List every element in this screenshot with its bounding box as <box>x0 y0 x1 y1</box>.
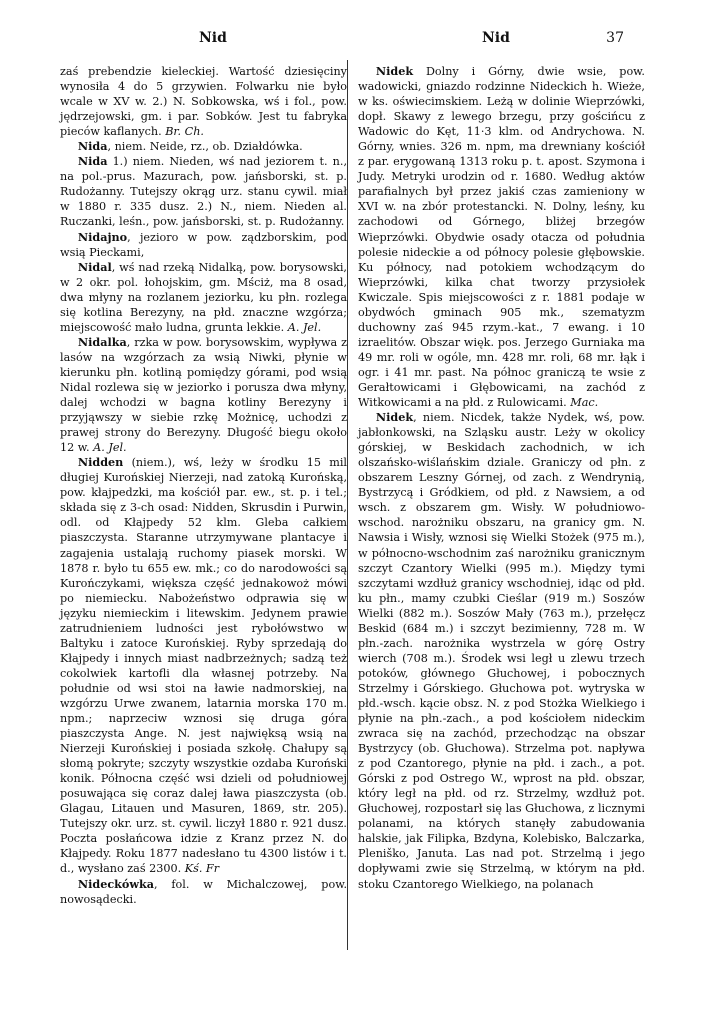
entry-text: , fol. w Michalczowej, pow. nowosądecki. <box>60 877 347 906</box>
entry-lemma: Nidajno <box>77 229 128 244</box>
entry-text: (niem.), wś, leży w środku 15 mil długiej Kurońskiej Nierzeji, nad zatoką Kurońską, pow. kłajpedzki, ma kościół par. ew., st. p. i tel.; składa się z 3-ch osad: Nidden, Skrusdin i Purwin, odl. od Kłajpedy 52 klm. Gleba całkiem piaszczysta. Staranne utrzymywane plantacye i zagajenia ustalają ruchomy piasek morski. W 1878 r. było tu 655 ew. mk.; co do narodowości są Kurończykami, większa część jednakowoż mówi po niemiecku. Nabożeństwo odprawia się w języku niemieckim i litewskim. Jedynem prawie zatrudnieniem ludności jest rybołówstwo w Baltyku i zatoce Kurońskiej. Ryby sprzedają do Kłajpedy i innych miast nadbrzeżnych; sadzą też cokolwiek kartofli dla własnej potrzeby. Na południe od wsi stoi na ławie nadmorskiej, na wzgórzu Urwe zwanem, latarnia morska 170 m. npm.; naprzeciw wznosi się druga góra piaszczysta Ange. N. jest najwięksą wsią na Nierzeji Kurońskiej i posiada szkołę. Chałupy są słomą pokryte; szczyty wszystkie ozdaba Kuroński konik. Północna część wsi dzieli od południowej posuwająca się coraz dalej ława piaszczysta (ob. Glagau, Litauen und Masuren, 1869, str. 205). Tutejszy okr. urz. st. cywil. liczył 1880 r. 921 dusz. Poczta posłańcowa idzie z Kranz przez N. do Kłajpedy. Roku 1877 nadesłano tu 4300 listów i t. d., wysłano zaś 2300. <box>60 456 347 876</box>
running-head-right: Nid <box>482 30 510 46</box>
author-signature: Mac. <box>570 396 599 410</box>
entry <box>60 64 347 139</box>
column-divider <box>347 60 348 950</box>
entry-lemma: Nideckówka <box>77 876 154 891</box>
right-column <box>358 64 645 892</box>
author-signature: Kś. Fr <box>184 862 220 876</box>
entry <box>60 335 347 455</box>
entry-text: , wś nad rzeką Nidalką, pow. borysowski, w 2 okr. pol. łohojskim, gm. Mściż, ma 8 osad, dwa młyny na rozlanem jeziorku, ku płn. rozlega się kotlina Berezyny, na płd. znaczne wzgórza; miejscowość mało ludna, grunta lekkie. <box>60 260 347 334</box>
author-signature: Br. Ch. <box>165 125 204 139</box>
entry <box>60 230 347 260</box>
entry-lemma: Nidal <box>77 259 112 274</box>
entry <box>60 455 347 876</box>
entry-text: , jezioro w pow. ządzborskim, pod wsią Pieckami, <box>60 230 347 259</box>
left-column <box>60 64 347 907</box>
entry <box>358 64 645 410</box>
page-header <box>60 30 622 52</box>
entry <box>358 410 645 892</box>
entry-text: , niem. Nicdek, także Nydek, wś, pow. jabłonkowski, na Szląsku austr. Leży w okolicy górskiej, w Beskidach zachodnich, w ich olszańsko-wiślańskim dziale. Graniczy od płn. z obszarem Leszny Górnej, od zach. z Wendrynią, Bystrzycą i Gródkiem, od płd. z Nawsiem, a od wsch. z obszarem gm. Wisły. W południowo-wschod. narożniku obszaru, na granicy gm. N. Nawsia i Wisły, wznosi się Wielki Stożek (975 m.), w północno-wschodnim zaś narożniku granicznym szczyt Czantory Wielki (995 m.). Między tymi szczytami wzdłuż granicy wschodniej, idąc od płd. ku płn., mamy czubki Cieślar (919 m.) Soszów Wielki (882 m.). Soszów Mały (763 m.), przełęcz Beskid (684 m.) i szczyt bezimienny, 728 m. W płn.-zach. narożnika wystrzela w górę Ostry wierch (708 m.). Środek wsi legł u zlewu trzech potoków, głównego Głuchowej, i pobocznych Strzelmy i Górskiego. Głuchowa pot. wytryska w płd.-wsch. kącie obsz. N. z pod Stożka Wielkiego i płynie na płn.-zach., a pod kościołem nideckim zwraca się na zachód, przechodząc na obszar Bystrzycy (ob. Głuchowa). Strzelma pot. napływa z pod Czantorego, płynie na płd. i zach., a pot. Górski z pod Ostrego W., wprost na płd. obszar, który legł na płd. od rz. Strzelmy, wzdłuż pot. Głuchowej, rozpostarł się las Głuchowa, z licznymi polanami, na których stanęły zabudowania halskie, jak Filipka, Bzdyna, Kolebisko, Balczarka, Pleniško, Januta. Las nad pot. Strzelmą i jego dopływami zwie się Strzelmą, w którym na płd. stoku Czantorego Wielkiego, na polanach <box>358 411 645 891</box>
page-number: 37 <box>606 30 624 46</box>
entry <box>60 154 347 229</box>
entry-lemma: Nidden <box>77 455 124 470</box>
entry-lemma: Nidek <box>375 64 414 78</box>
entry-lemma: Nida <box>77 154 108 169</box>
entry <box>60 260 347 335</box>
running-head-left: Nid <box>199 30 227 46</box>
entry <box>60 877 347 907</box>
author-signature: A. Jel. <box>93 441 127 455</box>
entry-lemma: Nidalka <box>77 334 127 349</box>
author-signature: A. Jel. <box>287 320 322 334</box>
entry-text: 1.) niem. Nieden, wś nad jeziorem t. n., na pol.-prus. Mazurach, pow. jańsborski, st. p. Rudożanny. Tutejszy okrąg urz. stanu cywil. miał w 1880 r. 335 dusz. 2.) N., niem. Nieden al. Ruczanki, leśn., pow. jańsborski, st. p. Rudożanny. <box>60 155 347 229</box>
entry-text: , rzka w pow. borysowskim, wypływa z lasów na wzgórzach za wsią Niwki, płynie w kierunku płn. kotliną pomiędzy górami, pod wsią Nidal rozlewa się w jeziorko i porusza dwa młyny, dalej wchodzi w bagna kotliny Berezyny i przyjąwszy w siebie rzkę Możnicę, uchodzi z prawej strony do Berezyny. Długość biegu około 12 w. <box>60 335 347 455</box>
entry-text: , niem. Neide, rz., ob. Działdówka. <box>107 140 303 154</box>
entry-text: zaś prebendzie kieleckiej. Wartość dziesięciny wynosiła 4 do 5 grzywien. Folwarku nie było wcale w XV w. 2.) N. Sobkowska, wś i fol., pow. jędrzejowski, gm. i par. Sobków. Jest tu fabryka pieców kaflanych. <box>60 65 347 139</box>
entry <box>60 139 347 154</box>
entry-lemma: Nidek <box>375 410 414 425</box>
entry-lemma: Nida <box>77 139 108 154</box>
entry-text: Dolny i Górny, dwie wsie, pow. wadowicki, gniazdo rodzinne Nideckich h. Wieże, w ks. oświecimskiem. Leżą w dolinie Wieprzówki, dopł. Skawy z lewego brzegu, przy gościńcu z Wadowic do Kęt, 11·3 klm. od Andrychowa. N. Górny, wnies. 326 m. npm, ma drewniany kościół z par. erygowaną 1313 roku p. t. apost. Szymona i Judy. Metryki urodzin od r. 1680. Według aktów parafialnych był przez jakiś czas zamieniony w XVI w. na zbór protestancki. N. Dolny, leśny, ku zachodowi od Górnego, bliżej brzegów Wieprzówki. Obydwie osady otacza od południa polesie nideckie a od północy polesie głębowskie. Ku północy, nad potokiem wchodzącym do Wieprzówki, kilka chat tworzy przysiołek Kwiczale. Spis miejscowości z r. 1881 podaje w obydwóch gminach 905 mk., szematyzm duchowny zaś 945 rzym.-kat., 7 ewang. i 10 izraelitów. Obszar więk. pos. Jerzego Gurniaka ma 49 mr. roli w ogóle, mn. 428 mr. roli, 68 mr. łąk i ogr. i 41 mr. past. Na północ graniczą te wsie z Gerałtowicami i Głębowicami, na zachód z Witkowicami a na płd. z Rulowicami. <box>358 65 645 410</box>
